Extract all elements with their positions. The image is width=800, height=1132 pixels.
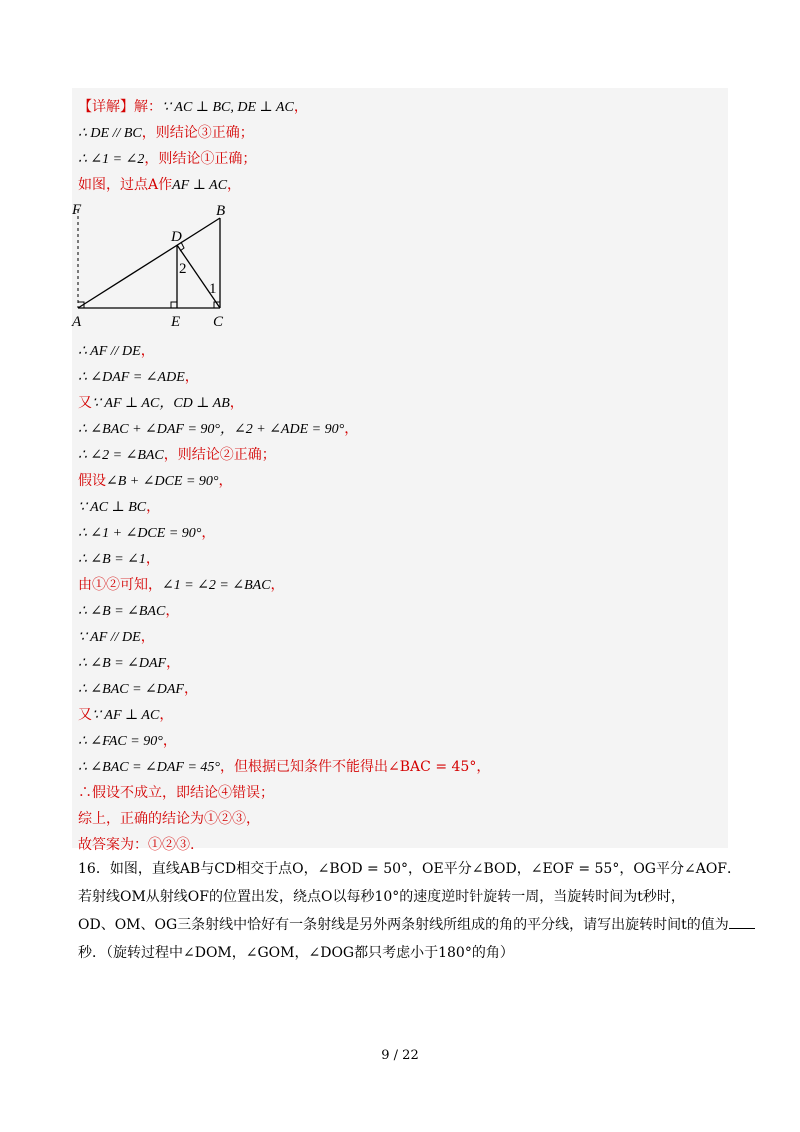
solution-line-pre: 假设 <box>78 473 106 489</box>
solution-line-pre: ∴假设不成立，即结论④错误； <box>78 785 274 801</box>
solution-line-math: ∴ ∠2 = ∠BAC <box>78 448 164 463</box>
solution-line <box>78 732 177 751</box>
solution-line-math: ∴ AF // DE <box>78 344 141 359</box>
solution-line-math: ∵ AF // DE <box>78 630 141 645</box>
question-line-3 <box>78 916 755 934</box>
geometry-figure <box>70 198 240 333</box>
solution-line-math: ∵ AF ⊥ AC，CD ⊥ AB <box>92 396 230 411</box>
label-c: C <box>213 314 224 330</box>
solution-line-math: ∴ ∠BAC = ∠DAF = 45° <box>78 760 221 775</box>
question-line-4: 秒．（旋转过程中∠DOM，∠GOM，∠DOG都只考虑小于180°的角） <box>78 945 514 961</box>
solution-line <box>78 176 241 195</box>
solution-line <box>78 524 215 543</box>
solution-line-pre: 【详解】解： <box>78 99 162 115</box>
solution-line <box>78 680 198 699</box>
label-e: E <box>171 314 181 330</box>
label-d: D <box>171 229 182 245</box>
solution-line <box>78 446 276 465</box>
solution-line <box>78 150 256 169</box>
solution-line <box>78 420 358 439</box>
solution-line-post: ， <box>184 369 199 385</box>
solution-line <box>78 394 244 413</box>
solution-line-pre: 又 <box>78 707 92 723</box>
solution-line-post: ， <box>165 603 180 619</box>
solution-line-post: ， <box>201 525 216 541</box>
solution-line-post: ， <box>140 629 155 645</box>
solution-line-post: ， <box>140 343 155 359</box>
solution-line-math: ∴ ∠1 = ∠2 <box>78 152 145 167</box>
solution-line-post: ，则结论①正确； <box>144 151 257 167</box>
solution-line-math: ∠B + ∠DCE = 90° <box>106 474 219 489</box>
solution-line <box>78 706 173 725</box>
solution-line <box>78 628 155 647</box>
question-line-3-text: OD、OM、OG三条射线中恰好有一条射线是另外两条射线所组成的角的平分线，请写出旋转时间t的值为 <box>78 917 729 933</box>
solution-line-pre: 故答案为：①②③. <box>78 837 195 853</box>
solution-line <box>78 124 254 143</box>
label-1: 1 <box>209 281 217 297</box>
solution-line-math: ∵ AC ⊥ BC, DE ⊥ AC <box>162 100 294 115</box>
solution-line-pre: 如图，过点A作 <box>78 177 173 193</box>
solution-line-pre: 由①②可知， <box>78 577 162 593</box>
solution-line-math: ∴ ∠DAF = ∠ADE <box>78 370 185 385</box>
solution-line <box>78 368 199 387</box>
solution-line-math: ∠1 = ∠2 = ∠BAC <box>162 578 271 593</box>
solution-line-math: ∵ AF ⊥ AC <box>92 708 160 723</box>
solution-line-post: ， <box>145 551 160 567</box>
solution-line-math: ∴ ∠BAC + ∠DAF = 90°，∠2 + ∠ADE = 90° <box>78 422 345 437</box>
label-b: B <box>216 203 226 219</box>
solution-line-post: ， <box>218 473 233 489</box>
solution-line-post: ，则结论③正确； <box>141 125 254 141</box>
solution-line-math: ∴ DE // BC <box>78 126 142 141</box>
label-2: 2 <box>179 261 187 277</box>
solution-line <box>78 98 308 117</box>
solution-line-post: ， <box>293 99 308 115</box>
solution-line <box>78 758 490 777</box>
solution-line-math: AF ⊥ AC <box>172 178 228 193</box>
solution-line-post: ， <box>183 681 198 697</box>
solution-line-post: ，但根据已知条件不能得出∠BAC = 45°， <box>220 759 491 775</box>
label-f: F <box>72 202 82 218</box>
solution-line-post: ， <box>270 577 285 593</box>
answer-blank <box>729 916 755 929</box>
solution-line-post: ， <box>146 499 161 515</box>
solution-line-math: ∴ ∠BAC = ∠DAF <box>78 682 184 697</box>
solution-line-math: ∵ AC ⊥ BC <box>78 500 147 515</box>
solution-line-post: ， <box>166 655 181 671</box>
solution-line-pre: 又 <box>78 395 92 411</box>
solution-line <box>78 342 155 361</box>
right-angle-e <box>171 302 177 308</box>
solution-line-post: ，则结论②正确； <box>163 447 276 463</box>
solution-line <box>78 472 233 491</box>
solution-line <box>78 654 180 673</box>
page-number: 9 / 22 <box>381 1048 419 1063</box>
segment-ab <box>78 218 220 308</box>
solution-line-math: ∴ ∠1 + ∠DCE = 90° <box>78 526 202 541</box>
solution-line <box>78 498 160 517</box>
solution-line <box>78 836 194 855</box>
solution-line <box>78 810 260 829</box>
solution-line-post: ， <box>344 421 359 437</box>
solution-line-pre: 综上，正确的结论为①②③， <box>78 811 260 827</box>
question-line-1: 16．如图，直线AB与CD相交于点O，∠BOD = 50°，OE平分∠BOD，∠EOF = 55°，OG平分∠AOF． <box>78 861 742 877</box>
solution-line <box>78 576 285 595</box>
solution-line-post: ， <box>227 177 242 193</box>
solution-line-math: ∴ ∠B = ∠1 <box>78 552 146 567</box>
solution-line-math: ∴ ∠B = ∠BAC <box>78 604 166 619</box>
solution-line-math: ∴ ∠FAC = 90° <box>78 734 163 749</box>
solution-line <box>78 602 179 621</box>
solution-line-post: ， <box>159 707 174 723</box>
solution-line-post: ， <box>229 395 244 411</box>
solution-line-math: ∴ ∠B = ∠DAF <box>78 656 167 671</box>
label-a: A <box>72 314 82 330</box>
solution-line-post: ， <box>162 733 177 749</box>
solution-line <box>78 784 274 803</box>
question-line-2: 若射线OM从射线OF的位置出发，绕点O以每秒10°的速度逆时针旋转一周，当旋转时间为t秒时， <box>78 889 685 905</box>
solution-line <box>78 550 160 569</box>
